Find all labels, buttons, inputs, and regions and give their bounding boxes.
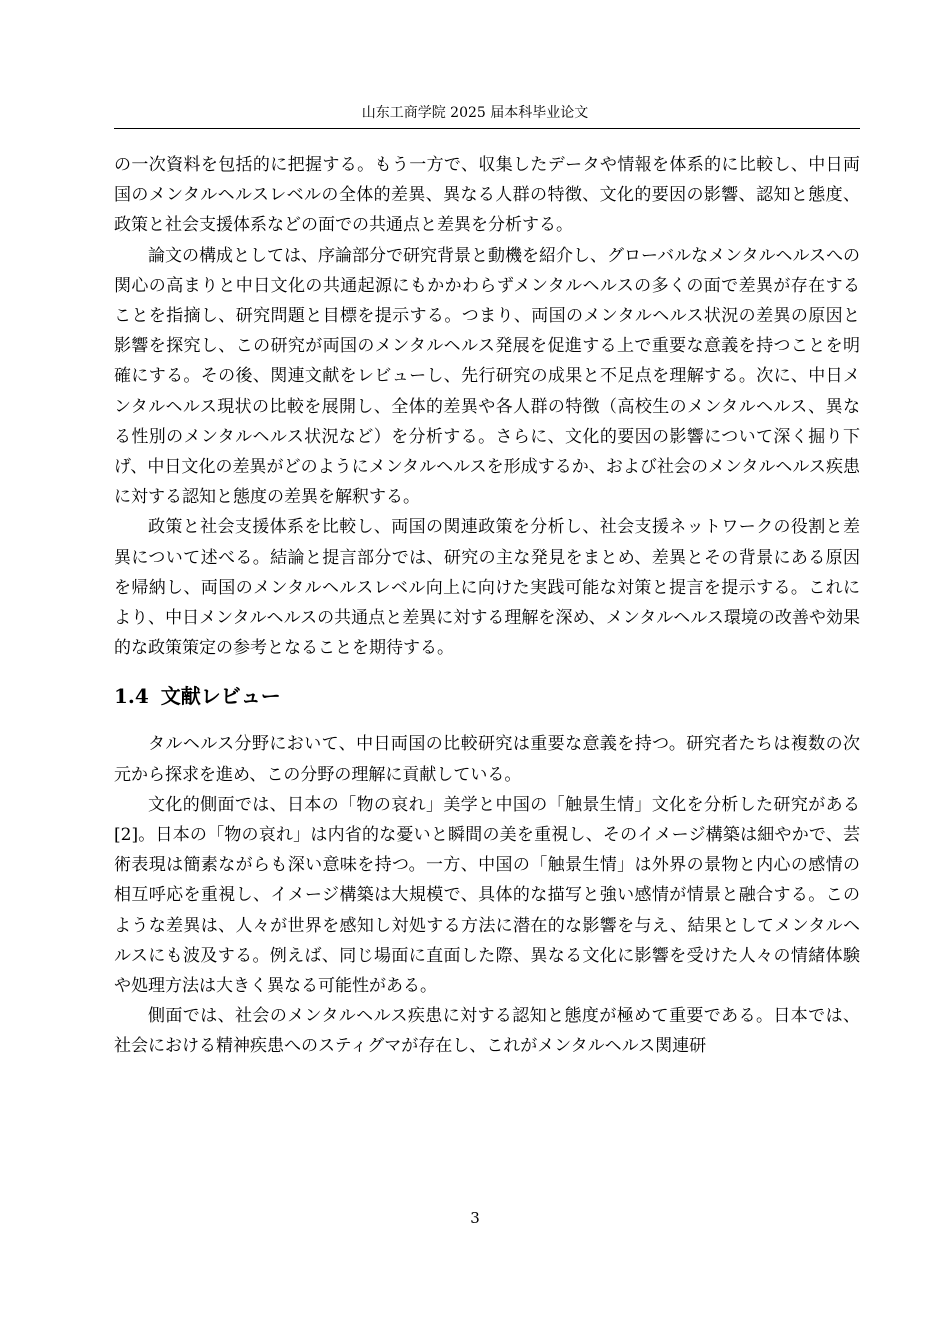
page-number: 3 [470, 1209, 480, 1227]
paragraph-3: 政策と社会支援体系を比較し、両国の関連政策を分析し、社会支援ネットワークの役割と差異について述べる。結論と提言部分では、研究の主な発見をまとめ、差異とその背景にある原因を帰納し、両国のメンタルヘルスレベル向上に向けた実践可能な対策と提言を提示する。これにより、中日メンタルヘルスの共通点と差異に対する理解を深め、メンタルヘルス環境の改善や効果的な政策策定の参考となることを期待する。 [114, 517, 860, 659]
paragraph-2: 論文の構成としては、序論部分で研究背景と動機を紹介し、グローバルなメンタルヘルスへの関心の高まりと中日文化の共通起源にもかかわらずメンタルヘルスの多くの面で差異が存在することを指摘し、研究問題と目標を提示する。つまり、両国のメンタルヘルス状況の差異の原因と影響を探究し、この研究が両国のメンタルヘルス発展を促進する上で重要な意義を持つことを明確にする。その後、関連文献をレビューし、先行研究の成果と不足点を理解する。次に、中日メンタルヘルス現状の比較を展開し、全体的差異や各人群の特徴（高校生のメンタルヘルス、異なる性別のメンタルヘルス状況など）を分析する。さらに、文化的要因の影響について深く掘り下げ、中日文化の差異がどのようにメンタルヘルスを形成するか、および社会のメンタルヘルス疾患に対する認知と態度の差異を解釈する。 [114, 245, 860, 508]
section-heading [114, 681, 860, 711]
paragraph-1: の一次資料を包括的に把握する。もう一方で、収集したデータや情報を体系的に比較し、中日両国のメンタルヘルスレベルの全体的差異、異なる人群の特徴、文化的要因の影響、認知と態度、政策と社会支援体系などの面での共通点と差異を分析する。 [114, 155, 860, 236]
header-rule [114, 128, 860, 129]
section-number: 1.4 [114, 684, 149, 709]
section-title: 文献レビュー [160, 684, 281, 709]
paragraph-6: 側面では、社会のメンタルヘルス疾患に対する認知と態度が極めて重要である。日本では、社会における精神疾患へのスティグマが存在し、これがメンタルヘルス関連研 [114, 1006, 860, 1057]
page-body [114, 150, 860, 1062]
running-header: 山东工商学院 2025 届本科毕业论文 [361, 105, 589, 121]
paragraph-5: 文化的側面では、日本の「物の哀れ」美学と中国の「触景生情」文化を分析した研究がある[2]。日本の「物の哀れ」は内省的な憂いと瞬間の美を重視し、そのイメージ構築は細やかで、芸術表現は簡素ながらも深い意味を持つ。一方、中国の「触景生情」は外界の景物と内心の感情の相互呼応を重視し、イメージ構築は大規模で、具体的な描写と強い感情が情景と融合する。このような差異は、人々が世界を感知し対処する方法に潜在的な影響を与え、結果としてメンタルヘルスにも波及する。例えば、同じ場面に直面した際、異なる文化に影響を受けた人々の情緒体験や処理方法は大きく異なる可能性がある。 [114, 794, 860, 997]
paragraph-4: タルヘルス分野において、中日両国の比較研究は重要な意義を持つ。研究者たちは複数の次元から探求を進め、この分野の理解に貢献している。 [114, 734, 860, 785]
